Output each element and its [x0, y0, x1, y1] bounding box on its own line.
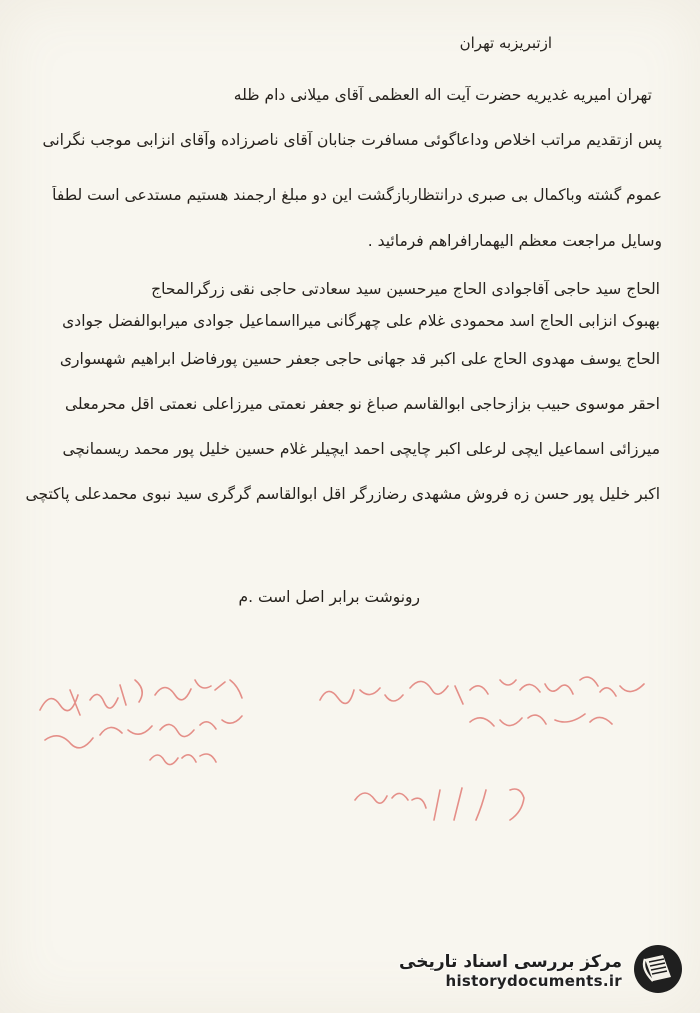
signatories-line: اکبر خلیل پور حسن زه فروش مشهدی رضازرگر اقل ابوالقاسم گرگری سید نبوی محمدعلی پاکتچی [25, 485, 660, 503]
signatories-line: بهبوک انزابی الحاج اسد محمودی غلام علی چهرگانی میرااسماعیل جوادی میرابوالفضل جوادی [62, 312, 660, 330]
addressee-line: تهران امیریه غدیریه حضرت آیت اله العظمی آقای میلانی دام ظله [233, 86, 652, 104]
copy-attestation: رونوشت برابر اصل است .م [238, 588, 420, 606]
red-pencil-annotations [0, 650, 700, 880]
signatories-line: احقر موسوی حبیب بزازحاجی ابوالقاسم صباغ نو جعفر نعمتی میرزاعلی نعمتی اقل محرمعلی [64, 395, 660, 413]
watermark-url: historydocuments.ir [445, 972, 622, 990]
body-line: وسایل مراجعت معظم الیهمارافراهم فرمائید . [367, 232, 662, 250]
watermark-text [399, 952, 622, 990]
origin-line: ازتبریزبه تهران [459, 34, 552, 52]
body-line: پس ازتقدیم مراتب اخلاص وداعاگوئی مسافرت جنابان آقای ناصرزاده وآقای انزابی موجب نگرانی [42, 131, 662, 149]
archive-watermark [399, 943, 684, 999]
body-line: عموم گشته وباکمال بی صبری درانتظاربازگشت این دو مبلغ ارجمند هستیم مستدعی است لطفاً [52, 186, 662, 204]
document-archive-icon [632, 943, 684, 999]
signatories-line: الحاج یوسف مهدوی الحاج علی اکبر قد جهانی حاجی جعفر حسین پورفاضل ابراهیم شهسواری [59, 350, 660, 368]
signatories-line: الحاج سید حاجی آقاجوادی الحاج میرحسین سید سعادتی حاجی نقی زرگرالمحاج [151, 280, 660, 298]
watermark-title: مرکز بررسی اسناد تاریخی [399, 952, 622, 972]
handwritten-annotation-drawing [0, 650, 700, 880]
signatories-line: میرزائی اسماعیل ایچی لرعلی اکبر چایچی احمد ایچیلر غلام حسین خلیل پور محمد ریسمانچی [62, 440, 660, 458]
